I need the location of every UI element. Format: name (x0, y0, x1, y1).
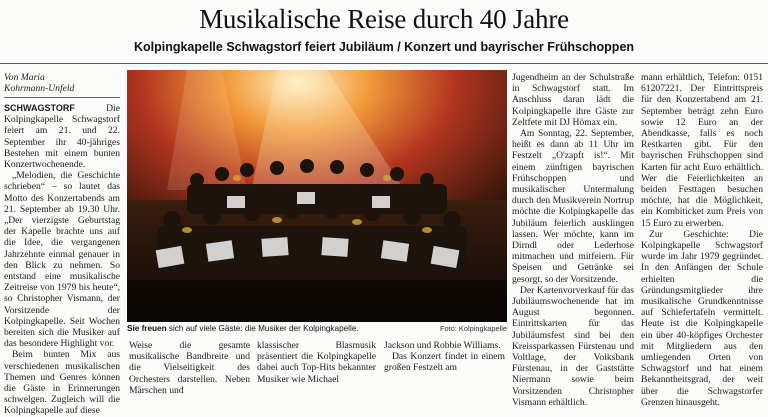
paragraph: klassischer Blasmusik präsentiert die Kolpingkapelle dabei auch Top-Hits bekannter Musiker wie Michael (257, 340, 376, 385)
paragraph: Zur Geschichte: Die Kolpingkapelle Schwagstorf wurde im Jahr 1979 gegründet. In den Anfängen der Schule erhielten die Gründungsmitglieder ihre musikalische Grundkenntnisse auf Schiefertafeln vermittelt. Heute ist die Kolpingkapelle ein über 40-köpfiges Orchester mit Mitgliedern aus den umliegenden Orten von Schwagstorf und hat einem Bekanntheitsgrad, der weit über die Schwagstorfer Grenzen hinausgeht. (641, 228, 763, 408)
article-column-6 (641, 72, 763, 408)
headline: Musikalische Reise durch 40 Jahre (199, 4, 569, 34)
caption-text: sich auf viele Gäste: die Musiker der Kolpingkapelle. (166, 324, 359, 333)
paragraph: Jugendheim an der Schulstraße in Schwagstorf statt. Im Anschluss daran lädt die Kolpingkapelle ihre Gäste zur Zeltfete mit DJ Hömax ein. (512, 72, 634, 128)
paragraph: „Melodien, die Geschichte schrieben“ – so lautet das Motto des Konzertabends am 21. September ab 19.30 Uhr. „Der vierzigste Geburtstag der Kapelle brachte uns auf die Idee, die vergangenen Jahrzehnte einmal genauer in den Blick zu nehmen. So entstand eine musikalische Zeitreise von 1979 bis heute“, so Christopher Vismann, der Vorsitzende der Kolpingkapelle. Seit Wochen bereiten sich die Musiker auf das besondere Highlight vor. (4, 170, 120, 350)
paragraph: Das Konzert findet in einem großen Festzelt am (384, 351, 505, 374)
photo-caption (127, 324, 507, 334)
byline-rule (4, 97, 120, 98)
paragraph: Der Kartenvorverkauf für das Jubiläumswochenende hat im August begonnen. Eintrittskarten für das Jubiläumsfest sind bei den Kreissparkassen Fürstenau und Voltlage, der Volksbank Fürstenau, in der Gaststätte Niermann sowie beim Vorsitzenden Christopher Vismann erhältlich. (512, 284, 634, 408)
byline (4, 72, 120, 94)
concert-photo (127, 70, 507, 322)
article-column-1 (4, 72, 120, 417)
lead-paragraph (4, 103, 120, 170)
byline-line-2: Kohrmann-Unfeld (4, 83, 75, 94)
article-column-2 (129, 340, 250, 400)
lead-text: Die Kolpingkapelle Schwagstorf feiert am 21. und 22. September ihr 40-jähriges Bestehen mit einem bunten Konzertwochenende. (4, 103, 120, 171)
article-column-4a (384, 340, 505, 400)
paragraph: mann erhältlich, Telefon: 0151 61207221. Der Eintrittspreis für den Konzertabend am 21. September beträgt zehn Euro sowie 12 Euro an der Abendkasse, falls es noch Restkarten gibt. Für den bayrischen Frühschoppen sind Karten für acht Euro erhältlich. Wer die Feierlichkeiten an beiden Festtagen besuchen möchte, hat die Möglichkeit, ein Kombiticket zum Preis von 15 Euro zu erwerben. (641, 72, 763, 229)
paragraph: Weise die gesamte musikalische Bandbreite und die Vielseitigkeit des Orchesters darstellen. Neben Märschen und (129, 340, 250, 396)
subheadline: Kolpingkapelle Schwagstorf feiert Jubiläum / Konzert und bayrischer Frühschoppen (133, 40, 635, 54)
band-photo-illustration (127, 70, 507, 322)
article-column-5 (512, 72, 634, 408)
paragraph: Beim bunten Mix aus verschiedenen musikalischen Themen und Genres können die Gäste in Erinnerungen schwelgen. Zugleich will die Kolpingkapelle auf diese (4, 349, 120, 417)
caption-lead: Sie freuen (127, 324, 167, 333)
byline-line-1: Von Maria (4, 72, 45, 83)
dateline-place: SCHWAGSTORF (4, 103, 75, 113)
paragraph: Jackson und Robbie Williams. (384, 340, 501, 351)
photo-credit: Foto: Kolpingkapelle (440, 324, 507, 333)
article-column-3 (257, 340, 376, 400)
paragraph: Am Sonntag, 22. September, heißt es dann ab 11 Uhr im Festzelt „O'zapft is!“. Mit einem zünftigen bayrischen Frühschoppen und musikalischer Untermalung durch den Musikverein Nortrup möchte die Kolpingkapelle das Jubiläum feierlich ausklingen lassen. Wer möchte, kann im Dirndl oder Lederhose mitmachen und mitfeiern. Für Speisen und Getränke sei gesorgt, so der Vorsitzende. (512, 128, 634, 285)
header-rule (0, 63, 768, 64)
